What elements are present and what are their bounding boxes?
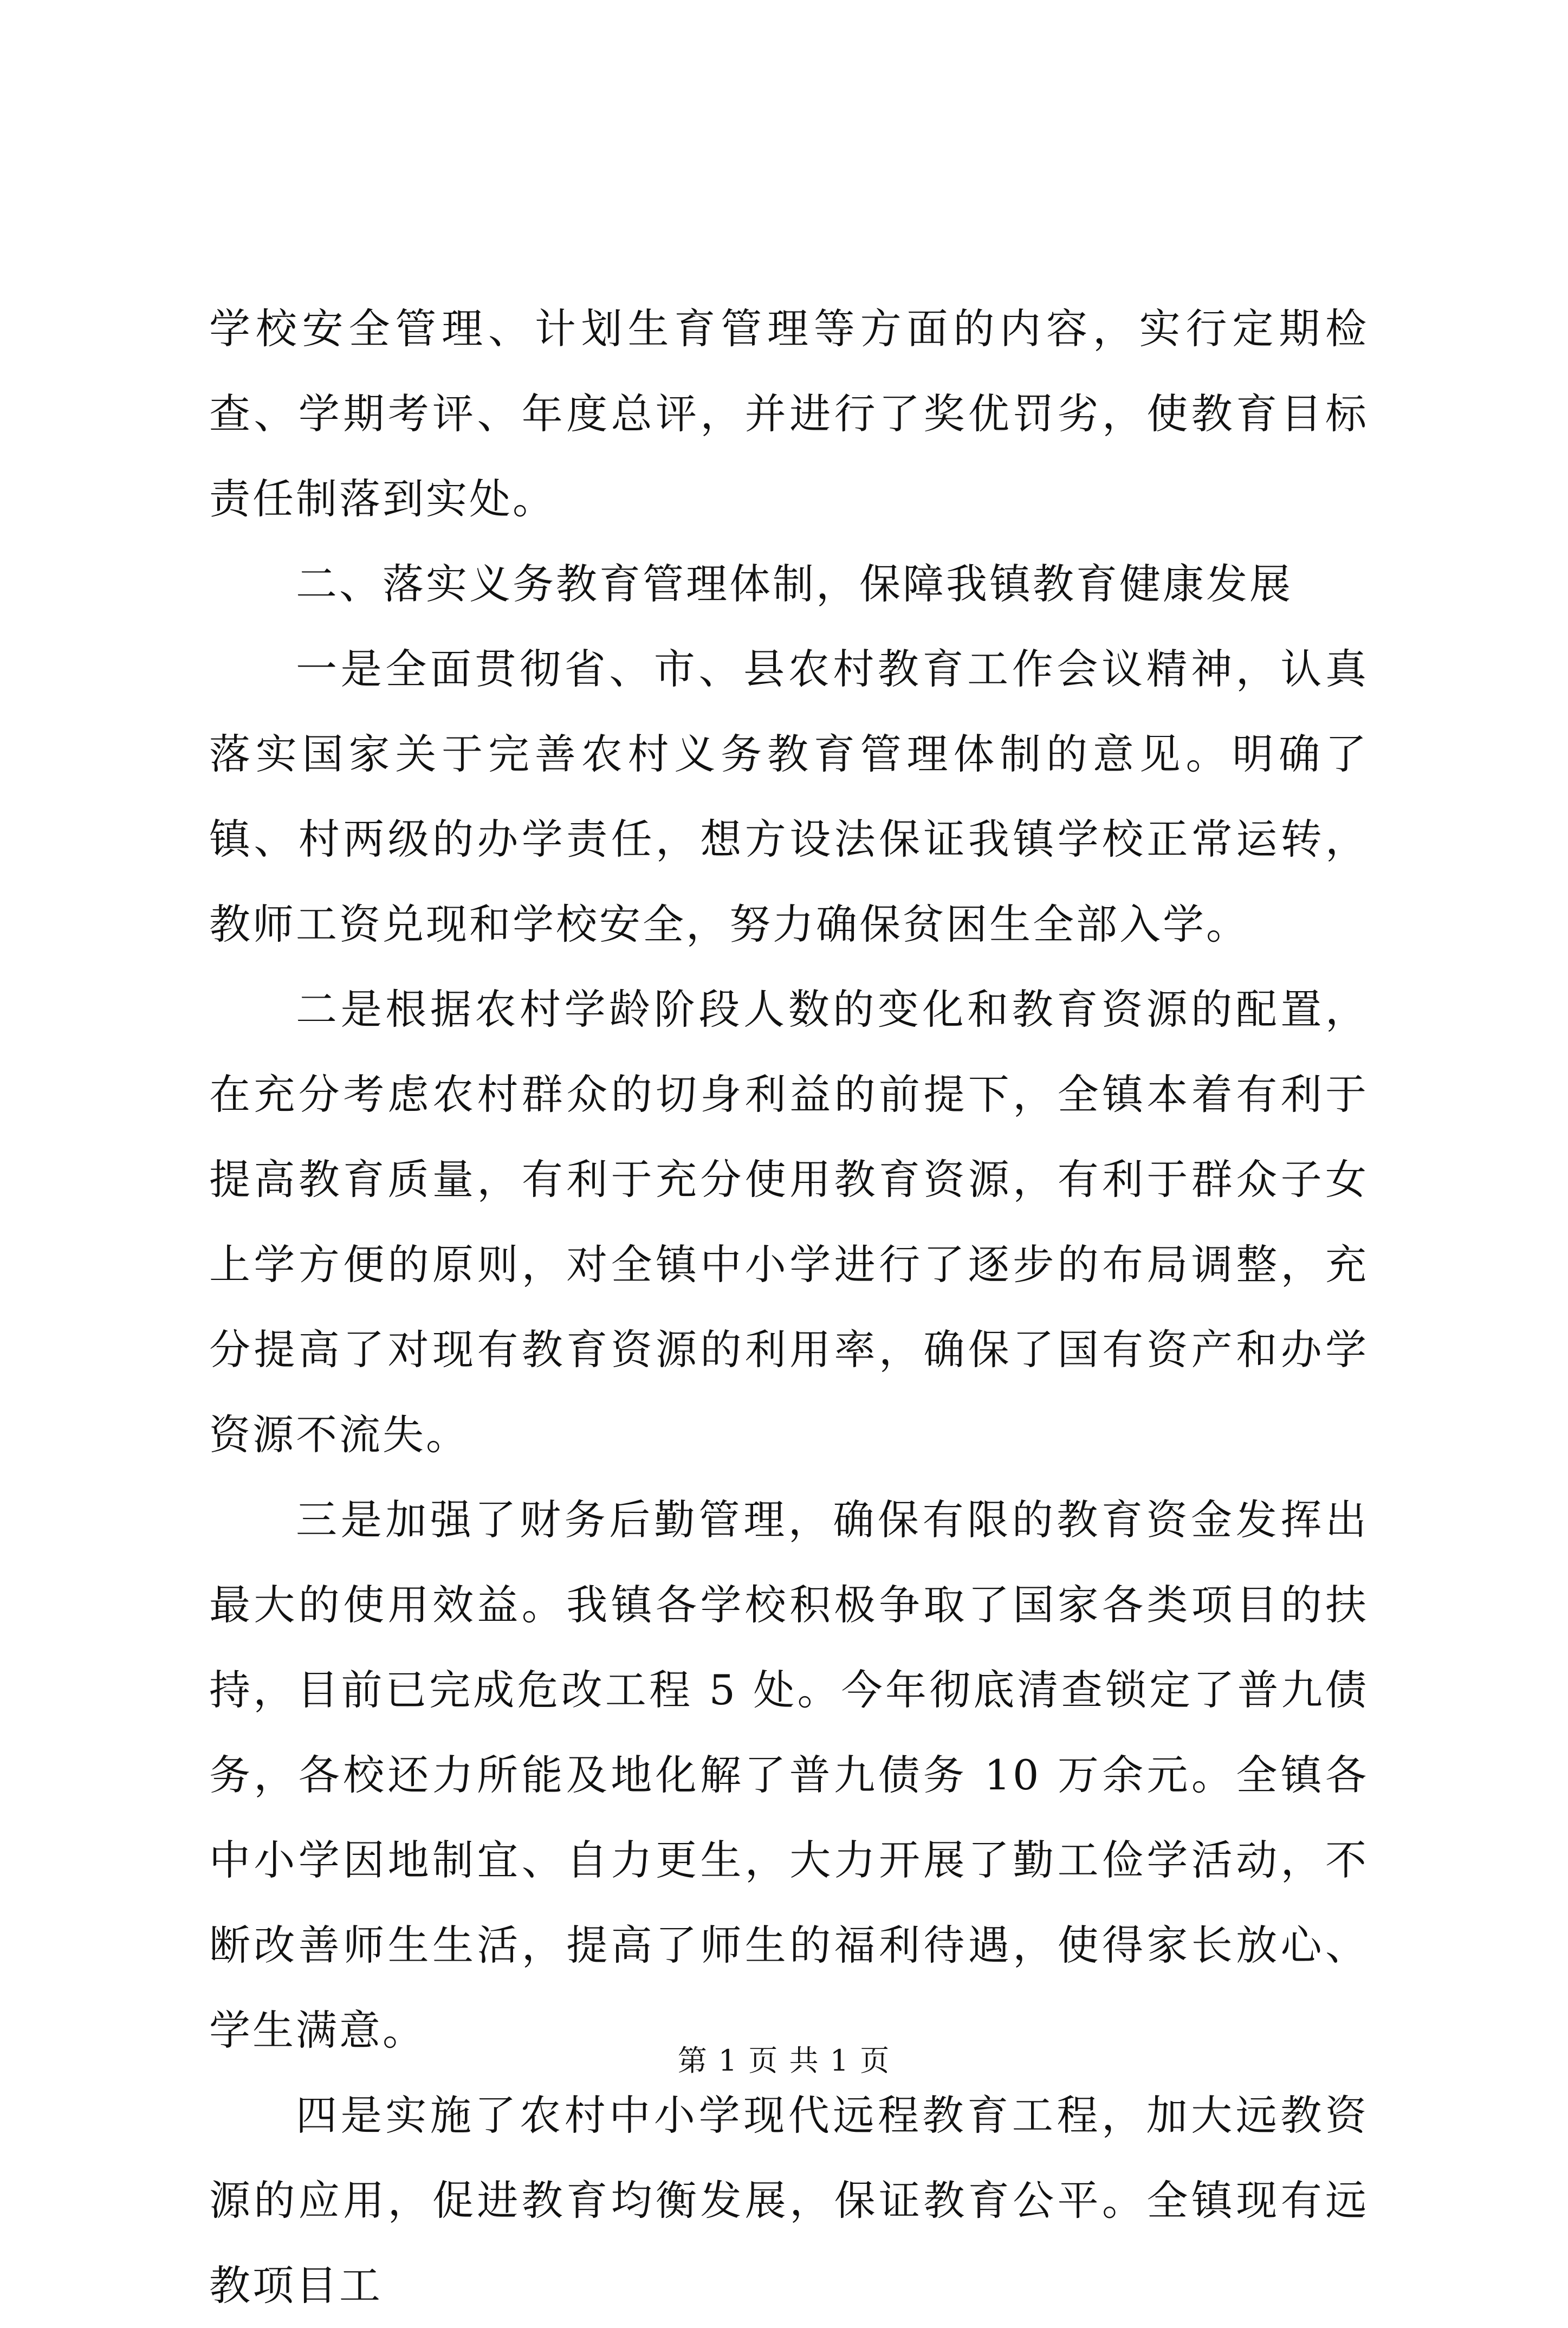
- section-heading: 二、落实义务教育管理体制，保障我镇教育健康发展: [296, 560, 1293, 608]
- paragraph-1: 学校安全管理、计划生育管理等方面的内容，实行定期检查、学期考评、年度总评，并进行了奖优罚劣，使教育目标责任制落到实处。: [209, 305, 1369, 523]
- page-footer: 第 1 页 共 1 页: [677, 2044, 891, 2078]
- paragraph-2: 一是全面贯彻省、市、县农村教育工作会议精神，认真落实国家关于完善农村义务教育管理体制的意见。明确了镇、村两级的办学责任，想方设法保证我镇学校正常运转，教师工资兑现和学校安全，努力确保贫困生全部入学。: [209, 645, 1369, 948]
- paragraph-4: 三是加强了财务后勤管理，确保有限的教育资金发挥出最大的使用效益。我镇各学校积极争取了国家各类项目的扶持，目前已完成危改工程 5 处。今年彻底清查锁定了普九债务，各校还力所能及地化解了普九债务 10 万余元。全镇各中小学因地制宜、自力更生，大力开展了勤工俭学活动，不断改善师生生活，提高了师生的福利待遇，使得家长放心、学生满意。: [209, 1496, 1369, 2054]
- paragraph-5: 四是实施了农村中小学现代远程教育工程，加大远教资源的应用，促进教育均衡发展，保证教育公平。全镇现有远教项目工: [209, 2091, 1369, 2310]
- paragraph-3: 二是根据农村学龄阶段人数的变化和教育资源的配置，在充分考虑农村群众的切身利益的前提下，全镇本着有利于提高教育质量，有利于充分使用教育资源，有利于群众子女上学方便的原则，对全镇中小学进行了逐步的布局调整，充分提高了对现有教育资源的利用率，确保了国有资产和办学资源不流失。: [209, 985, 1369, 1459]
- document-body: [209, 286, 1369, 2328]
